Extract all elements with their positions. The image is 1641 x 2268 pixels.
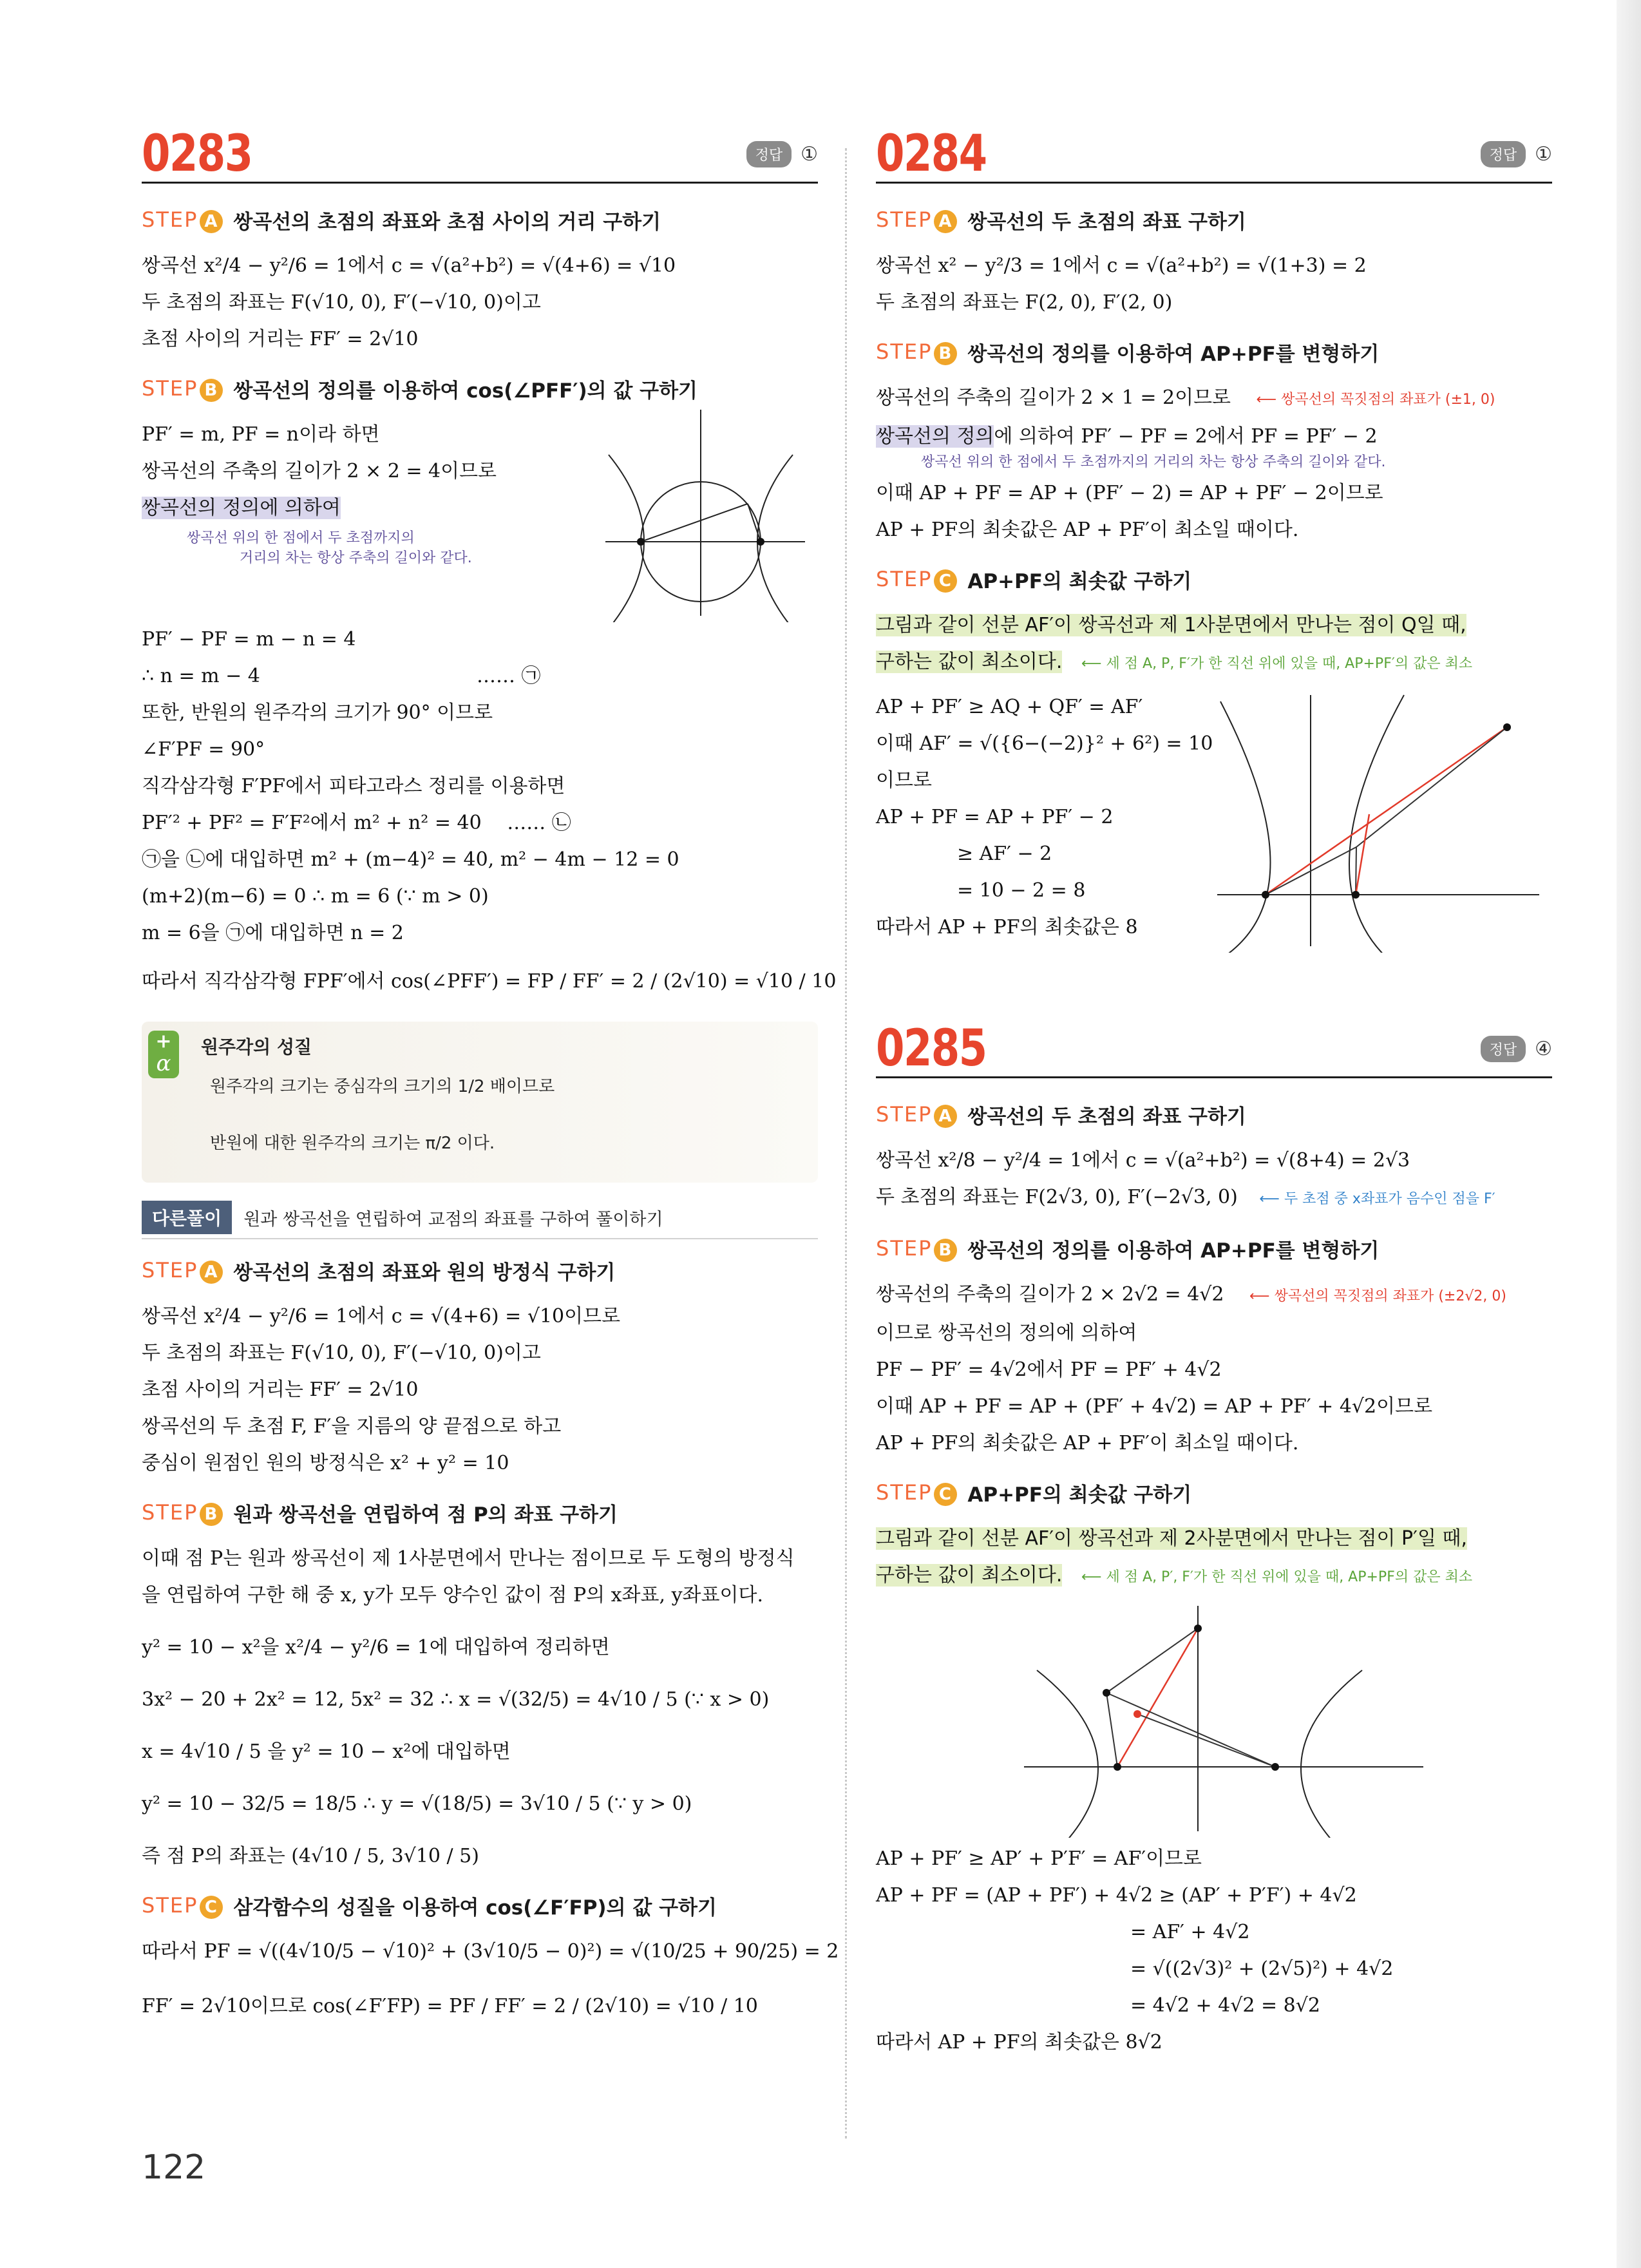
- vertex-note: ⟵ 쌍곡선의 꼭짓점의 좌표가 (±1, 0): [1256, 392, 1495, 408]
- hyperbola-left-branch: [1037, 1670, 1098, 1838]
- focus-note: ⟵ 두 초점 중 x좌표가 음수인 점을 F′: [1259, 1191, 1495, 1207]
- step-label: STEP C: [876, 1480, 957, 1506]
- solution-line: 또한, 반원의 원주각의 크기가 90° 이므로: [142, 701, 493, 724]
- solution-line: 초점 사이의 거리는 FF′ = 2√10: [142, 328, 419, 350]
- solution-line: 을 연립하여 구한 해 중 x, y가 모두 양수인 값이 점 P의 x좌표, y좌표이다.: [142, 1584, 763, 1606]
- solution-line: 중심이 원점인 원의 방정식은 x² + y² = 10: [142, 1452, 509, 1474]
- note-text: 세 점 A, P′, F′가 한 직선 위에 있을 때, AP+PF의 값은 최소: [1106, 1569, 1473, 1585]
- solution-line: 따라서 AP + PF의 최솟값은 8: [876, 916, 1138, 939]
- solution-line: 쌍곡선 x²/4 − y²/6 = 1에서 c = √(a²+b²) = √(4+6) = √10: [142, 254, 676, 277]
- solution-line: 쌍곡선 x² − y²/3 = 1에서 c = √(a²+b²) = √(1+3) = 2: [876, 254, 1367, 277]
- segment-ap: [1106, 1628, 1198, 1693]
- solution-line: 이때 AF′ = √({6−(−2)}² + 6²) = 10: [876, 732, 1213, 755]
- focus-point: [637, 538, 645, 546]
- alt-step-a-heading: [142, 1256, 818, 1285]
- step-c-heading: [876, 565, 1552, 594]
- point-p: [1103, 1689, 1110, 1697]
- tip-title: 원주각의 성질: [201, 1036, 312, 1058]
- hyperbola-right-branch: [1301, 1670, 1362, 1838]
- solution-line: x = 4√10 / 5 을 y² = 10 − x²에 대입하면: [142, 1740, 511, 1763]
- alt-step-c-heading: [142, 1891, 818, 1920]
- answer-badge: 정답: [1481, 141, 1526, 167]
- solution-line: 쌍곡선의 주축의 길이가 2 × 2 = 4이므로: [142, 460, 497, 482]
- problem-number: 0284: [876, 125, 987, 183]
- problem-header-0285: [876, 1020, 1552, 1078]
- answer-value: ①: [801, 142, 818, 166]
- step-title: 쌍곡선의 정의를 이용하여 AP+PF를 변형하기: [967, 343, 1380, 366]
- step-label: STEP A: [142, 1258, 223, 1284]
- step-title: 쌍곡선의 초점의 좌표와 초점 사이의 거리 구하기: [233, 211, 661, 234]
- step-label: STEP C: [876, 567, 957, 593]
- answer-value: ①: [1535, 142, 1552, 166]
- segment-af-prime: [1117, 1628, 1198, 1767]
- segment-pf-prime: [1106, 1693, 1117, 1767]
- solution-line: 이므로 쌍곡선의 정의에 의하여: [876, 1322, 1137, 1344]
- step-label: STEP A: [876, 1102, 957, 1128]
- solution-line: = 4√2 + 4√2 = 8√2: [1130, 1994, 1320, 2017]
- solution-line: 즉 점 P의 좌표는 (4√10 / 5, 3√10 / 5): [142, 1845, 479, 1867]
- point-p-prime: [1134, 1710, 1141, 1718]
- solution-line: AP + PF = AP + PF′ − 2: [876, 806, 1114, 828]
- focus-point: [1352, 891, 1360, 899]
- solution-line: [876, 643, 1552, 682]
- note-text: 쌍곡선 위의 한 점에서 두 초점까지의 거리의 차는 항상 주축의 길이와 같다.: [921, 454, 1386, 470]
- tip-line: 원주각의 크기는 중심각의 크기의 1/2 배이므로: [210, 1077, 555, 1096]
- step-letter-icon: B: [934, 1239, 957, 1262]
- solution-line: [876, 1276, 1552, 1315]
- solution-line: [876, 607, 1552, 643]
- step-letter-icon: B: [934, 342, 957, 365]
- step-label: STEP B: [876, 1236, 957, 1262]
- definition-note: [921, 451, 1552, 471]
- answer-badge: 정답: [746, 141, 792, 167]
- solution-line: 두 초점의 좌표는 F(√10, 0), F′(−√10, 0)이고: [142, 1342, 541, 1364]
- note-line: 거리의 차는 항상 주축의 길이와 같다.: [240, 550, 472, 566]
- solution-line: [876, 418, 1552, 455]
- step-letter-icon: C: [934, 1483, 957, 1506]
- note-line: 쌍곡선 위의 한 점에서 두 초점까지의: [187, 530, 415, 546]
- solution-line: 두 초점의 좌표는 F(√10, 0), F′(−√10, 0)이고: [142, 291, 541, 314]
- step-b-heading: [876, 1234, 1552, 1263]
- solution-line: 3x² − 20 + 2x² = 12, 5x² = 32 ∴ x = √(32/5) = 4√10 / 5 (∵ x > 0): [142, 1688, 770, 1711]
- solution-line: 따라서 직각삼각형 FPF′에서 cos(∠PFF′) = FP / FF′ = 2 / (2√10) = √10 / 10: [142, 970, 837, 993]
- step-a-heading: [142, 205, 818, 234]
- step-label: STEP B: [142, 1500, 223, 1526]
- circle-hyperbola-figure: [596, 403, 808, 622]
- point-a: [1503, 723, 1511, 731]
- solution-line: ∠F′PF = 90°: [142, 738, 265, 761]
- step-title: 쌍곡선의 정의를 이용하여 cos(∠PFF′)의 값 구하기: [233, 379, 697, 403]
- step-label: STEP B: [876, 339, 957, 365]
- solution-text: PF′ − PF = m − n = 4: [142, 628, 356, 651]
- step-title: AP+PF의 최솟값 구하기: [967, 570, 1192, 593]
- step-title: 쌍곡선의 초점의 좌표와 원의 방정식 구하기: [233, 1261, 616, 1284]
- solution-line: [876, 1520, 1552, 1557]
- right-column: [876, 125, 1552, 2061]
- hyperbola-right-branch: [1349, 695, 1404, 953]
- solution-line: 이때 점 P는 원과 쌍곡선이 제 1사분면에서 만나는 점이므로 두 도형의 방정식: [142, 1547, 795, 1570]
- solution-line: AP + PF = (AP + PF′) + 4√2 ≥ (AP′ + P′F′) + 4√2: [876, 1884, 1357, 1907]
- solution-line: AP + PF의 최솟값은 AP + PF′이 최소일 때이다.: [876, 1432, 1299, 1454]
- highlighted-text: 쌍곡선의 정의에 의하여: [142, 497, 341, 519]
- highlighted-text: 구하는 값이 최소이다.: [876, 1564, 1063, 1587]
- alternative-solution-header: [142, 1201, 818, 1239]
- step-b-heading: [876, 338, 1552, 367]
- step-title: 쌍곡선의 두 초점의 좌표 구하기: [967, 1105, 1246, 1129]
- answer-value: ④: [1535, 1037, 1552, 1060]
- segment-af-prime: [1266, 727, 1507, 895]
- solution-line: = √((2√3)² + (2√5)²) + 4√2: [1130, 1958, 1394, 1980]
- solution-line: 이때 AP + PF = AP + (PF′ − 2) = AP + PF′ − 2이므로: [876, 482, 1383, 504]
- solution-line: [876, 379, 1552, 418]
- step-letter-icon: B: [200, 1503, 223, 1526]
- step-label: STEP C: [142, 1893, 223, 1919]
- focus-point: [757, 538, 764, 546]
- step-letter-icon: C: [200, 1896, 223, 1919]
- solution-line: 초점 사이의 거리는 FF′ = 2√10: [142, 1378, 419, 1401]
- step-title: 쌍곡선의 두 초점의 좌표 구하기: [967, 211, 1246, 234]
- note-text: 두 초점 중 x좌표가 음수인 점을 F′: [1284, 1191, 1495, 1207]
- column-divider: [845, 148, 847, 2139]
- page-edge-shadow: [1617, 0, 1641, 2268]
- solution-text: ∴ n = m − 4: [142, 665, 260, 687]
- vertex-note: ⟵ 쌍곡선의 꼭짓점의 좌표가 (±2√2, 0): [1249, 1288, 1506, 1304]
- segment-pf: [1106, 1693, 1275, 1767]
- solution-line: 쌍곡선 x²/4 − y²/6 = 1에서 c = √(4+6) = √10이므로: [142, 1305, 621, 1328]
- answer-badge: 정답: [1481, 1036, 1526, 1062]
- solution-text: 두 초점의 좌표는 F(2√3, 0), F′(−2√3, 0): [876, 1186, 1238, 1208]
- solution-line: (m+2)(m−6) = 0 ∴ m = 6 (∵ m > 0): [142, 885, 489, 908]
- solution-line: 따라서 AP + PF의 최솟값은 8√2: [876, 2031, 1162, 2054]
- hyperbola-figure-0284: [1204, 682, 1552, 953]
- problem-number: 0283: [142, 125, 252, 183]
- answer: [1481, 141, 1552, 167]
- step-letter-icon: A: [200, 210, 223, 233]
- solution-line: m = 6을 ㉠에 대입하면 n = 2: [142, 922, 404, 944]
- alt-tag: 다른풀이: [142, 1201, 232, 1234]
- step-letter-icon: A: [934, 1105, 957, 1128]
- solution-line: [876, 1179, 1552, 1217]
- solution-line: y² = 10 − x²을 x²/4 − y²/6 = 1에 대입하여 정리하면: [142, 1636, 610, 1659]
- solution-line: 쌍곡선의 두 초점 F, F′을 지름의 양 끝점으로 하고: [142, 1415, 562, 1438]
- highlighted-text: 그림과 같이 선분 AF′이 쌍곡선과 제 1사분면에서 만나는 점이 Q일 때,: [876, 614, 1466, 636]
- step-a-heading: [876, 1100, 1552, 1129]
- solution-line: ㉠을 ㉡에 대입하면 m² + (m−4)² = 40, m² − 4m − 12 = 0: [142, 848, 679, 871]
- step-title: 삼각함수의 성질을 이용하여 cos(∠F′FP)의 값 구하기: [233, 1896, 717, 1920]
- problem-header-0284: [876, 125, 1552, 184]
- problem-number: 0285: [876, 1020, 987, 1078]
- step-label: STEP B: [142, 376, 223, 402]
- highlighted-text: 그림과 같이 선분 AF′이 쌍곡선과 제 2사분면에서 만나는 점이 P′일 때,: [876, 1527, 1467, 1550]
- focus-point: [1271, 1763, 1279, 1771]
- collinear-note: ⟵ 세 점 A, P, F′가 한 직선 위에 있을 때, AP+PF′의 값은 최소: [1081, 656, 1473, 672]
- hyperbola-left-branch: [1220, 701, 1271, 953]
- definition-note: [187, 527, 472, 567]
- solution-line: [876, 1557, 1552, 1596]
- note-text: 쌍곡선의 꼭짓점의 좌표가 (±1, 0): [1281, 392, 1495, 408]
- solution-line: = AF′ + 4√2: [1130, 1921, 1250, 1943]
- step-letter-icon: C: [934, 569, 957, 593]
- solution-text: 쌍곡선의 주축의 길이가 2 × 2√2 = 4√2: [876, 1283, 1224, 1306]
- solution-text: 에 의하여 PF′ − PF = 2에서 PF = PF′ − 2: [994, 425, 1378, 448]
- solution-text: PF′² + PF² = F′F²에서 m² + n² = 40: [142, 812, 482, 834]
- hyperbola-figure-0285: [1011, 1599, 1423, 1838]
- left-column: [142, 125, 839, 2025]
- tip-line: 반원에 대한 원주각의 크기는 π/2 이다.: [210, 1134, 495, 1153]
- solution-line: [142, 658, 818, 694]
- solution-text: 쌍곡선의 주축의 길이가 2 × 1 = 2이므로: [876, 386, 1231, 409]
- solution-line: 두 초점의 좌표는 F(2, 0), F′(2, 0): [876, 291, 1173, 314]
- alt-description: 원과 쌍곡선을 연립하여 교점의 좌표를 구하여 풀이하기: [243, 1209, 663, 1230]
- solution-line: 따라서 PF = √((4√10/5 − √10)² + (3√10/5 − 0)²) = √(10/25 + 90/25) = 2: [142, 1940, 839, 1963]
- equation-marker: …… ㉠: [477, 665, 541, 687]
- solution-line: PF′ = m, PF = n이라 하면: [142, 423, 380, 446]
- highlighted-text: 구하는 값이 최소이다.: [876, 651, 1063, 673]
- tip-box: [142, 1022, 818, 1183]
- note-text: 쌍곡선의 꼭짓점의 좌표가 (±2√2, 0): [1274, 1288, 1506, 1304]
- segment-qf: [1356, 814, 1369, 895]
- solution-line: [142, 621, 818, 658]
- answer: [746, 141, 818, 167]
- step-letter-icon: A: [934, 210, 957, 233]
- step-a-heading: [876, 205, 1552, 234]
- solution-line: FF′ = 2√10이므로 cos(∠F′FP) = PF / FF′ = 2 / (2√10) = √10 / 10: [142, 1995, 758, 2017]
- solution-line: y² = 10 − 32/5 = 18/5 ∴ y = √(18/5) = 3√10 / 5 (∵ y > 0): [142, 1793, 692, 1815]
- focus-point: [1114, 1763, 1121, 1771]
- step-label: STEP A: [142, 207, 223, 233]
- solution-line: PF − PF′ = 4√2에서 PF = PF′ + 4√2: [876, 1358, 1222, 1381]
- alt-step-b-heading: [142, 1498, 818, 1527]
- focus-point: [1262, 891, 1269, 899]
- solution-line: [142, 805, 818, 841]
- segment-p-prime-f: [1137, 1714, 1275, 1767]
- solution-line: AP + PF의 최솟값은 AP + PF′이 최소일 때이다.: [876, 519, 1299, 541]
- solution-line: 이므로: [876, 769, 932, 792]
- solution-line: AP + PF′ ≥ AP′ + P′F′ = AF′이므로: [876, 1847, 1202, 1870]
- solution-line: = 10 − 2 = 8: [957, 879, 1086, 902]
- collinear-note: ⟵ 세 점 A, P′, F′가 한 직선 위에 있을 때, AP+PF의 값은 최소: [1081, 1569, 1473, 1585]
- plus-alpha-icon: + α: [148, 1031, 179, 1078]
- step-letter-icon: B: [200, 379, 223, 402]
- step-c-heading: [876, 1478, 1552, 1507]
- step-letter-icon: A: [200, 1261, 223, 1284]
- page-number: 122: [142, 2148, 206, 2187]
- step-b-heading: [142, 374, 818, 403]
- solution-line: 직각삼각형 F′PF에서 피타고라스 정리를 이용하면: [142, 775, 565, 797]
- step-c-block: [876, 689, 1552, 966]
- solution-line: 이때 AP + PF = AP + (PF′ + 4√2) = AP + PF′ + 4√2이므로: [876, 1395, 1433, 1418]
- equation-marker: …… ㉡: [507, 812, 571, 834]
- highlighted-text: 쌍곡선의 정의: [876, 425, 994, 448]
- solution-line: ≥ AF′ − 2: [957, 843, 1052, 865]
- solution-line: 쌍곡선 x²/8 − y²/4 = 1에서 c = √(a²+b²) = √(8+4) = 2√3: [876, 1149, 1410, 1172]
- step-b-block: [142, 416, 818, 621]
- step-title: 원과 쌍곡선을 연립하여 점 P의 좌표 구하기: [233, 1503, 618, 1527]
- step-title: 쌍곡선의 정의를 이용하여 AP+PF를 변형하기: [967, 1239, 1380, 1263]
- step-label: STEP A: [876, 207, 957, 233]
- answer: [1481, 1036, 1552, 1062]
- point-a: [1194, 1625, 1202, 1632]
- step-title: AP+PF의 최솟값 구하기: [967, 1483, 1192, 1507]
- segment-fp-prime: [641, 504, 748, 542]
- problem-header-0283: [142, 125, 818, 184]
- note-text: 세 점 A, P, F′가 한 직선 위에 있을 때, AP+PF′의 값은 최소: [1106, 656, 1473, 672]
- solution-line: AP + PF′ ≥ AQ + QF′ = AF′: [876, 696, 1143, 718]
